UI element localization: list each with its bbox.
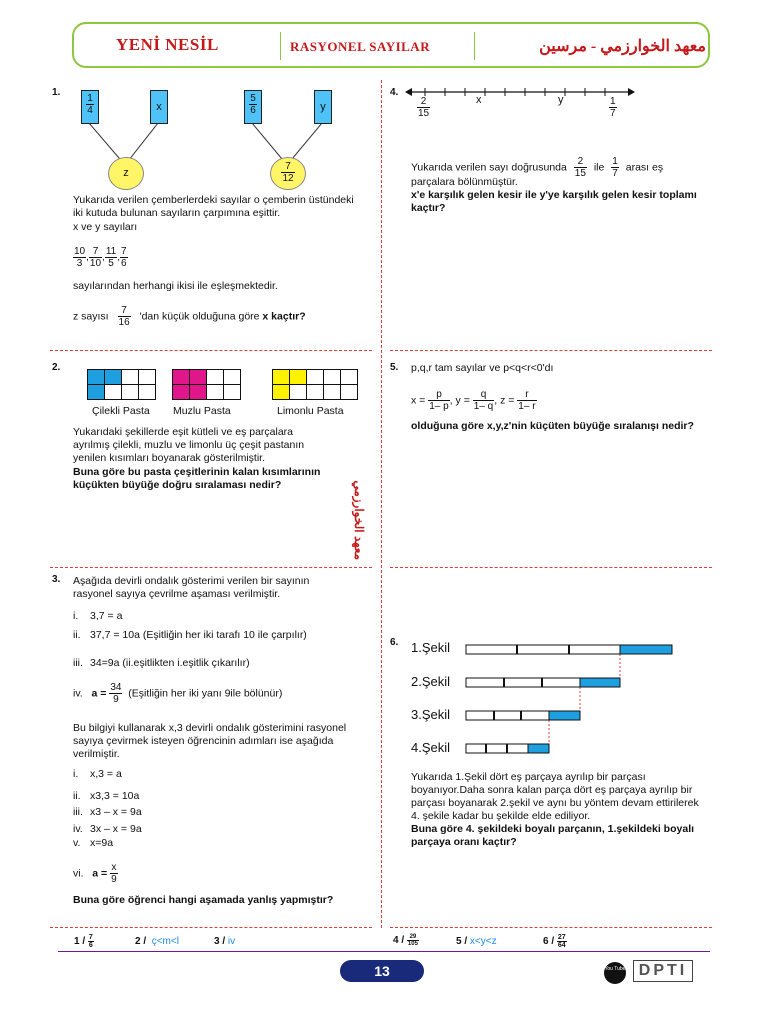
q5-text: p,q,r tam sayılar ve p<q<r<0'dı xyxy=(411,362,554,374)
watermark-text: معهد الخوارزمي xyxy=(352,480,366,560)
q2-text: Yukarıdaki şekillerde eşit kütleli ve eş parçalara ayrılmış çilekli, muzlu ve limonlu üç çeşit pastanın yenilen kısımları boyanarak gösterilmiştir. xyxy=(73,426,305,464)
q3-step: iv. xyxy=(73,823,83,835)
q3-step-text: 34=9a (ii.eşitlikten i.eşitlik çıkarılır) xyxy=(90,657,250,669)
q5-question: olduğuna göre x,y,z'nin küçüten büyüğe sıralanışı nedir? xyxy=(411,420,694,432)
q1-box-1: $\frac{1}{4}$ xyxy=(81,90,99,124)
question-number: 2. xyxy=(52,362,61,373)
q3-step-text: x3,3 = 10a xyxy=(90,790,140,802)
q3-step: i. xyxy=(73,610,79,622)
q4-number-line xyxy=(405,85,635,105)
q6-text: Yukarıda 1.Şekil dört eş parçaya ayrılıp bir parçası boyanıyor.Daha sonra kalan parça dört eş parçaya ayrılıp bir parçası boyanarak 2.şekil ve aynı bu yöntem devam ettirilerek 4. şekile kadar bu şekilde elde ediliyor. xyxy=(411,771,699,822)
q1-box-y: y xyxy=(314,90,332,124)
q3-step: i. xyxy=(73,768,79,780)
row-divider xyxy=(390,350,712,351)
brand-logo: DPTI xyxy=(633,960,693,982)
q3-step-text: x3 – x = 9a xyxy=(90,806,142,818)
q4-left-fraction: $\frac{2}{15}$ xyxy=(418,96,430,119)
cake-label: Limonlu Pasta xyxy=(277,405,344,417)
q1-circle-2: $\frac{7}{12}$ xyxy=(270,157,306,190)
q3-step-text: x=9a xyxy=(90,837,114,849)
q3-step-text: 37,7 = 10a (Eşitliğin her iki tarafı 10 ile çarpılır) xyxy=(90,629,307,641)
q4-text: Yukarıda verilen sayı doğrusunda $\frac{2}{15}$ ile $\frac{1}{7}$ arası eş xyxy=(411,156,664,179)
cake-grid-lemon xyxy=(272,369,358,400)
q1-circle-z: z xyxy=(108,157,144,190)
q3-step: ii. xyxy=(73,790,81,802)
shape-label: 3.Şekil xyxy=(411,707,451,722)
page-number: 13 xyxy=(340,960,424,982)
q6-question: Buna göre 4. şekildeki boyalı parçanın, 1.şekildeki boyalı parçaya oranı kaçtır? xyxy=(411,823,695,848)
row-divider xyxy=(50,350,372,351)
page-header xyxy=(72,22,710,68)
question-number: 4. xyxy=(390,87,399,98)
q5-equations: x = $\frac{p}{1- p}$ , y = $\frac{q}{1- q}$ , z = $\frac{r}{1- r}$ xyxy=(411,389,536,412)
q3-step-text: 3x – x = 9a xyxy=(90,823,142,835)
cake-grid-strawberry xyxy=(87,369,156,400)
q1-box-3: $\frac{5}{6}$ xyxy=(244,90,262,124)
header-divider xyxy=(474,32,475,60)
header-center-title: RASYONEL SAYILAR xyxy=(290,39,431,54)
header-right-title: معهد الخوارزمي - مرسين xyxy=(539,38,706,55)
cake-label: Muzlu Pasta xyxy=(173,405,231,417)
q6-bars xyxy=(462,640,677,760)
row-divider xyxy=(50,927,372,928)
q3-step: v. xyxy=(73,837,81,849)
q3-step: iii. xyxy=(73,806,83,818)
cake-label: Çilekli Pasta xyxy=(92,405,150,417)
q4-right-fraction: $\frac{1}{7}$ xyxy=(610,96,616,119)
cake-grid-banana xyxy=(172,369,241,400)
shape-label: 2.Şekil xyxy=(411,674,451,689)
answer-2: 2 / ç<m<l xyxy=(135,936,179,947)
q3-question: Buna göre öğrenci hangi aşamada yanlış yapmıştır? xyxy=(73,894,334,906)
q3-step-vi: vi. a = $\frac{x}{9}$ xyxy=(73,862,117,885)
q1-text: x ve y sayıları xyxy=(73,221,138,233)
question-number: 3. xyxy=(52,574,61,585)
shape-label: 1.Şekil xyxy=(411,640,451,655)
q3-mid: Bu bilgiyi kullanarak x,3 devirli ondalık gösterimini rasyonel sayıya çevirmek isteyen öğrencinin adımları ise aşağıda verilmiştir. xyxy=(73,722,347,760)
q1-fraction-list: $\frac{10}{3}$ , $\frac{7}{10}$ , $\frac{11}{5}$ , $\frac{7}{6}$ xyxy=(74,246,127,269)
q2-question: Buna göre bu pasta çeşitlerinin kalan kısımlarının küçükten büyüğe doğru sıralaması nedir? xyxy=(73,466,321,491)
question-number: 5. xyxy=(390,362,399,373)
q4-text: parçalara bölünmüştür. xyxy=(411,176,518,188)
q3-step-text: x,3 = a xyxy=(90,768,122,780)
q3-step: ii. xyxy=(73,629,81,641)
q3-step: iii. xyxy=(73,657,83,669)
shape-label: 4.Şekil xyxy=(411,740,451,755)
footer-line xyxy=(58,951,710,952)
q4-question: x'e karşılık gelen kesir ile y'ye karşılık gelen kesir toplamı kaçtır? xyxy=(411,189,697,214)
column-divider xyxy=(381,80,382,928)
answer-3: 3 / iv xyxy=(214,936,236,947)
header-left-title: YENİ NESİL xyxy=(116,35,219,54)
q1-box-x: x xyxy=(150,90,168,124)
q3-step-text: 3,7 = a xyxy=(90,610,123,622)
q3-step-iv: iv. a = $\frac{34}{9}$ (Eşitliğin her iki yanı 9ile bölünür) xyxy=(73,682,283,705)
q1-text: Yukarıda verilen çemberlerdeki sayılar o çemberin üstündeki iki kutuda bulunan sayıların çarpımına eşittir. xyxy=(73,194,354,219)
q4-x-label: x xyxy=(476,94,482,106)
answer-5: 5 / x<y<z xyxy=(456,936,497,947)
question-number: 1. xyxy=(52,87,61,98)
row-divider xyxy=(390,927,712,928)
q3-intro: Aşağıda devirli ondalık gösterimi verilen bir sayının rasyonel sayıya çevrilme aşaması verilmiştir. xyxy=(73,575,310,600)
row-divider xyxy=(50,567,372,568)
question-number: 6. xyxy=(390,637,399,648)
answer-1: 1 / $\frac{7}{6}$ xyxy=(74,934,93,949)
youtube-icon: You Tube xyxy=(604,962,626,984)
answer-4: 4 / $\frac{29}{105}$ xyxy=(393,934,418,947)
header-divider xyxy=(280,32,281,60)
answer-6: 6 / $\frac{27}{64}$ xyxy=(543,934,566,949)
q1-question: z sayısı $\frac{7}{16}$ 'dan küçük olduğuna göre x kaçtır? xyxy=(73,305,306,328)
q1-text: sayılarından herhangi ikisi ile eşleşmektedir. xyxy=(73,280,278,292)
q4-y-label: y xyxy=(558,94,564,106)
row-divider xyxy=(390,567,712,568)
